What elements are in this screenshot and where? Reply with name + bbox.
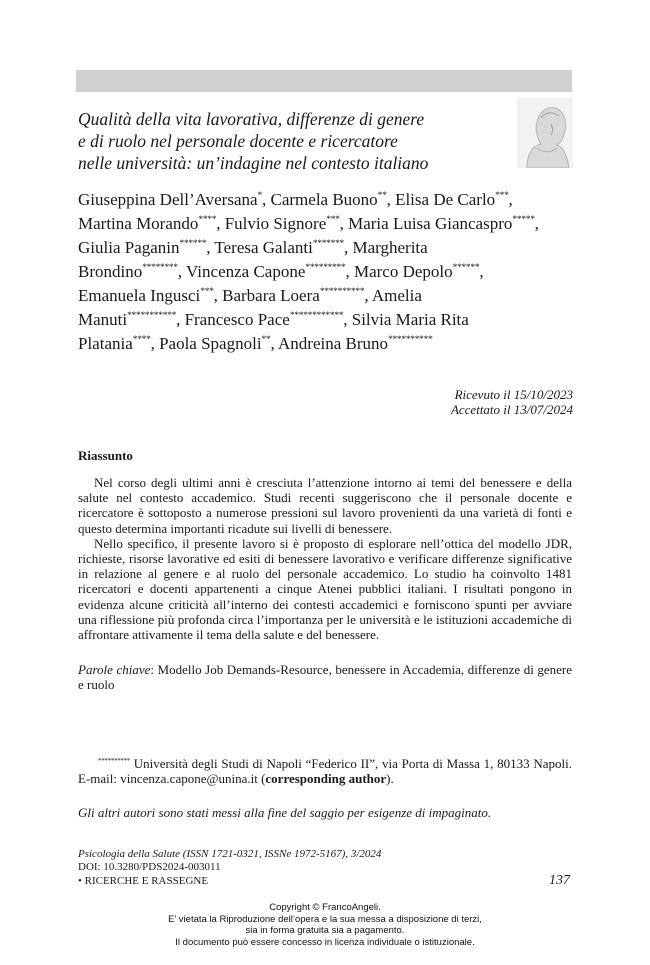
abstract (78, 475, 572, 642)
author-name: Martina Morando (78, 214, 199, 233)
author-line (78, 234, 578, 258)
author-separator: , (177, 262, 187, 281)
author-name: Andreina Bruno (278, 334, 389, 353)
abstract-paragraph: Nel corso degli ultimi anni è cresciuta l’attenzione intorno ai temi del benessere e della salute nel contesto accademico. Studi recenti suggeriscono che il personale docente e ricercatore è sottoposto a numerose pressioni sul lavoro provenienti da una varietà di fonti e questo determina importanti ricadute sui livelli di benessere. (78, 475, 572, 536)
author-line (78, 282, 578, 306)
author-affiliation-mark: ****** (452, 263, 480, 273)
author-name: Platania (78, 334, 133, 353)
doi: DOI: 10.3280/PDS2024-003011 (78, 861, 221, 873)
footnote-text: Università degli Studi di Napoli “Federico II”, via Porta di Massa 1, 80133 Napoli. E-mail: vincenza.capone@unina.it ( (78, 756, 572, 787)
author-line (78, 210, 578, 234)
author-affiliation-mark: ***** (512, 215, 535, 225)
author-name: Emanuela Ingusci (78, 286, 201, 305)
author-affiliation-mark: * (257, 191, 262, 201)
section-label: • RICERCHE E RASSEGNE (78, 875, 209, 887)
author-name: Francesco Pace (184, 310, 290, 329)
footnote-end: ). (386, 771, 394, 787)
abstract-heading: Riassunto (78, 448, 133, 463)
author-affiliation-mark: ******* (312, 239, 344, 249)
header-band (76, 70, 572, 92)
page-number: 137 (549, 873, 570, 888)
author-separator: , (386, 190, 396, 209)
author-name: Elisa De Carlo (395, 190, 496, 209)
author-separator: , (345, 262, 354, 281)
author-separator: , (150, 334, 160, 353)
author-line (78, 306, 578, 330)
author-separator: , (270, 334, 279, 353)
author-affiliation-mark: ********* (305, 263, 346, 273)
author-list (78, 186, 578, 354)
journal-info (78, 848, 572, 888)
journal-citation: Psicologia della Salute (ISSN 1721-0321, ISSNe 1972-5167), 3/2024 (78, 848, 382, 860)
author-line (78, 258, 578, 282)
author-affiliation-mark: *** (200, 287, 214, 297)
author-affiliation-mark: ******** (142, 263, 178, 273)
author-name: Paola Spagnoli (159, 334, 262, 353)
copyright-line: sia in forma gratuita sia a pagamento. (245, 925, 405, 936)
portrait-engraving-icon (517, 98, 573, 168)
author-affiliation-mark: *********** (127, 311, 177, 321)
author-separator: , (206, 238, 215, 257)
author-name: Marco Depolo (353, 262, 453, 281)
author-affiliation-mark: *** (326, 215, 340, 225)
author-affiliation-mark: **** (198, 215, 217, 225)
keywords-text: : Modello Job Demands-Resource, benessere in Accademia, differenze di genere e ruolo (78, 662, 572, 693)
title-line: Qualità della vita lavorativa, differenze di genere (78, 109, 425, 129)
copyright-line: E’ vietata la Riproduzione dell’opera e la sua messa a disposizione di terzi, (168, 913, 482, 925)
author-affiliation-mark: *** (495, 191, 509, 201)
submission-dates (451, 387, 573, 417)
received-date: Ricevuto il 15/10/2023 (454, 387, 573, 402)
author-separator: , (364, 286, 372, 305)
author-name: Margherita (352, 238, 428, 257)
author-separator: , (479, 262, 484, 281)
author-separator: , (176, 310, 185, 329)
author-name: Maria Luisa Giancaspro (348, 214, 513, 233)
author-separator: , (534, 214, 539, 233)
keywords-label: Parole chiave (78, 662, 151, 677)
author-name: Barbara Loera (222, 286, 320, 305)
author-separator: , (339, 214, 349, 233)
author-name: Brondino (78, 262, 143, 281)
footnote-mark: ********** (98, 757, 131, 765)
author-name: Vincenza Capone (186, 262, 306, 281)
author-separator: , (213, 286, 223, 305)
keywords (78, 662, 572, 692)
title-line: nelle università: un’indagine nel contesto italiano (78, 153, 429, 173)
author-separator: , (343, 238, 353, 257)
author-affiliation-mark: ****** (179, 239, 207, 249)
author-name: Amelia (371, 286, 422, 305)
author-name: Giulia Paganin (78, 238, 180, 257)
title-line: e di ruolo nel personale docente e ricercatore (78, 131, 398, 151)
author-name: Teresa Galanti (214, 238, 313, 257)
author-line (78, 330, 578, 354)
author-name: Giuseppina Dell’Aversana (78, 190, 258, 209)
author-line (78, 186, 578, 210)
author-affiliation-mark: **** (132, 335, 151, 345)
accepted-date: Accettato il 13/07/2024 (450, 402, 573, 417)
other-authors-note: Gli altri autori sono stati messi alla fine del saggio per esigenze di impaginato. (78, 805, 492, 820)
copyright-notice (0, 902, 650, 948)
footnote-bold: corresponding author (265, 771, 387, 787)
author-affiliation-mark: ** (261, 335, 271, 345)
author-affiliation-mark: ************ (289, 311, 344, 321)
abstract-paragraph: Nello specifico, il presente lavoro si è proposto di esplorare nell’ottica del modello JDR, richieste, risorse lavorative ed esiti di benessere lavorativo e verificare differenze significative in relazione al genere e al ruolo del personale accademico. Lo studio ha coinvolto 1481 ricercatori e docenti appartenenti a cinque Atenei pubblici italiani. I risultati pongono in evidenza alcune criticità all’interno dei contesti accademici e forniscono spunti per avviare una riflessione più profonda circa l’importanza per le università e le istituzioni accademiche di affrontare attivamente il tema della salute e del benessere. (78, 535, 572, 643)
author-separator: , (262, 190, 271, 209)
author-affiliation-mark: ********** (388, 335, 433, 345)
copyright-line: Copyright © FrancoAngeli. (269, 902, 381, 913)
author-separator: , (343, 310, 352, 329)
author-name: Carmela Buono (270, 190, 378, 209)
author-name: Manuti (78, 310, 128, 329)
article-title (78, 108, 518, 174)
footnote (78, 754, 572, 786)
copyright-line: Il documento può essere concesso in licenza individuale o istituzionale. (175, 936, 475, 948)
section-row (78, 874, 572, 888)
author-separator: , (216, 214, 225, 233)
author-affiliation-mark: ** (377, 191, 387, 201)
author-name: Fulvio Signore (224, 214, 327, 233)
author-affiliation-mark: ********** (319, 287, 365, 297)
author-name: Silvia Maria Rita (351, 310, 469, 329)
author-separator: , (508, 190, 513, 209)
